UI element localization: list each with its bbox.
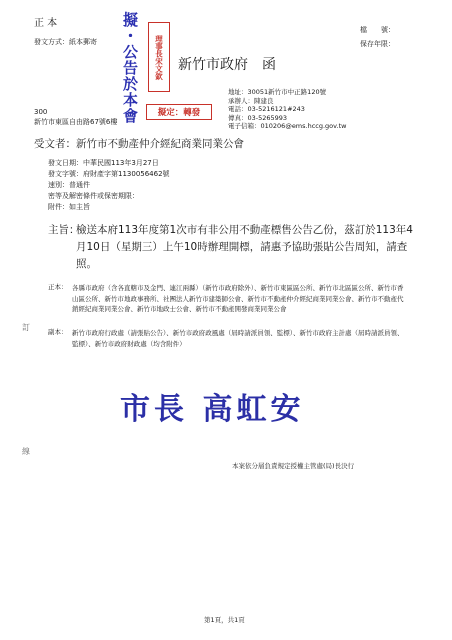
approval-stamp: 擬定：轉發 xyxy=(146,104,212,120)
original-recipients-text: 各縣市政府（含各直轄市及金門、連江兩縣）（新竹市政府除外）、新竹市東區區公所、新竹市北區區公所、新竹市香山區公所、新竹市地政事務所、社團法人新竹市建築師公會、新竹市不動產仲介經紀商業同業公會、新竹市不動產代銷經紀商業同業公會、新竹市地政士公會、新竹市不動產開發商業同業公會 xyxy=(72,284,404,313)
contact-fax: 傳真：03-5265993 xyxy=(228,113,288,122)
retention-period-label: 保存年限： xyxy=(360,40,395,48)
subject-label: 主旨： xyxy=(48,224,80,236)
copy-recipients-text: 新竹市政府行政處（請張貼公告）、新竹市政府政風處（屆時請派員領、監標）、新竹市政府主計處（屆時請派員領、監標）、新竹市政府財政處（均含附件） xyxy=(72,329,404,348)
binding-mark-ding: 訂 xyxy=(22,323,30,332)
chairman-seal: 理事長宋文欽 xyxy=(148,22,170,92)
copy-type-label: 正 本 xyxy=(34,18,58,29)
contact-block xyxy=(228,88,346,131)
contact-phone: 電話：03-5216121#243 xyxy=(228,105,305,113)
original-recipients-label: 正本： xyxy=(48,283,68,291)
meta-block xyxy=(48,158,170,213)
recipient-line: 受文者：新竹市不動產仲介經紀商業同業公會 xyxy=(34,138,244,150)
file-number-label: 檔 號： xyxy=(360,26,395,34)
attachments: 附件：如主旨 xyxy=(48,203,90,211)
recipient-address: 新竹市東區自由路67號6樓 xyxy=(34,118,118,126)
recipient-postcode: 300 xyxy=(34,108,48,116)
confidentiality: 密等及解密條件或保密期限： xyxy=(48,192,139,200)
mayor-signature: 市長 高虹安 xyxy=(120,392,305,427)
document-title: 新竹市政府 函 xyxy=(178,57,276,73)
urgency: 速別：普通件 xyxy=(48,181,90,189)
subject-text: 檢送本府113年度第1次市有非公用不動產標售公告乙份，茲訂於113年4月10日（星期三）上午10時辦理開標，請惠予協助張貼公告周知，請查照。 xyxy=(76,224,413,270)
page-number: 第1頁，共1頁 xyxy=(204,616,245,624)
binding-mark-xian: 線 xyxy=(22,447,30,456)
announce-stamp: 擬・公告於本會 xyxy=(121,12,139,124)
document-number: 發文字號：府財產字第1130056462號 xyxy=(48,170,170,178)
send-method: 發文方式：紙本郵寄 xyxy=(34,38,97,46)
delegation-note: 本案依分層負責規定授權主管處(局)長決行 xyxy=(232,462,355,470)
contact-address: 地址：30051新竹市中正路120號 xyxy=(228,88,327,96)
contact-email: 電子信箱：010206@ems.hccg.gov.tw xyxy=(228,122,347,130)
issue-date: 發文日期：中華民國113年3月27日 xyxy=(48,159,159,167)
contact-handler: 承辦人：陳建良 xyxy=(228,96,274,105)
copy-recipients-label: 副本： xyxy=(48,328,68,336)
